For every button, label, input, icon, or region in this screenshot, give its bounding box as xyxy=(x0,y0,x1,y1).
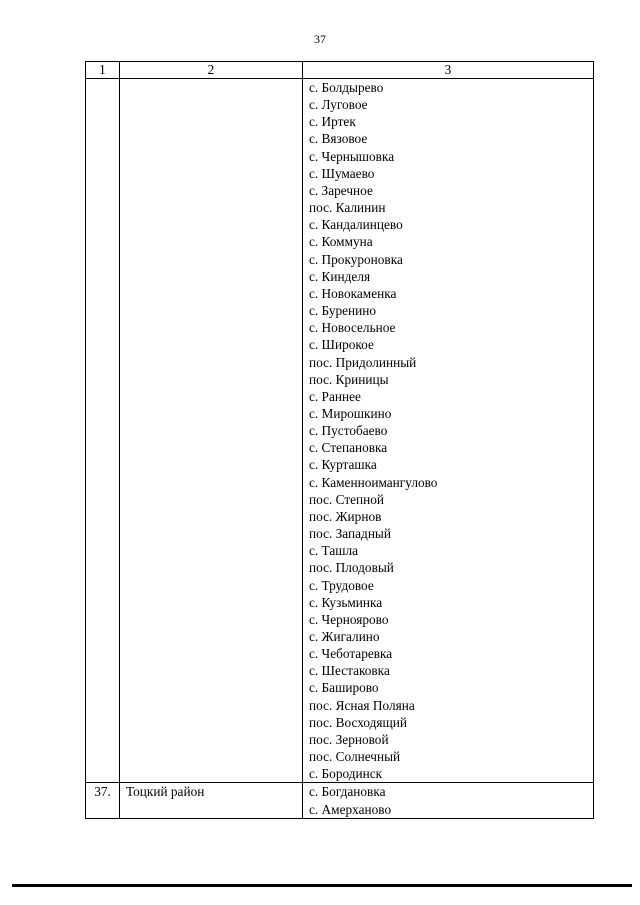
row-number-cell xyxy=(86,79,120,783)
settlement-item: с. Шестаковка xyxy=(309,663,390,679)
settlement-item: с. Шумаево xyxy=(309,165,375,181)
settlement-item: с. Пустобаево xyxy=(309,423,388,439)
settlement-item: пос. Зерновой xyxy=(309,731,389,747)
header-column-3: 3 xyxy=(303,62,594,79)
header-column-1: 1 xyxy=(86,62,120,79)
table-row xyxy=(86,79,594,783)
settlement-item: с. Черноярово xyxy=(309,611,389,627)
bottom-rule xyxy=(12,884,632,887)
settlement-item: с. Курташка xyxy=(309,457,377,473)
settlement-item: с. Буренино xyxy=(309,303,377,319)
page-number: 37 xyxy=(314,32,326,46)
settlement-item: с. Коммуна xyxy=(309,234,373,250)
settlement-item: с. Болдырево xyxy=(309,80,384,95)
settlement-item: с. Амерханово xyxy=(309,801,392,817)
district-cell xyxy=(120,79,303,783)
settlement-item: с. Кандалинцево xyxy=(309,217,403,233)
settlement-item: с. Жигалино xyxy=(309,629,380,644)
settlement-item: с. Луговое xyxy=(309,97,368,113)
header-column-2: 2 xyxy=(120,62,303,79)
settlement-item: пос. Жирнов xyxy=(309,508,382,524)
settlement-item: пос. Плодовый xyxy=(309,560,394,576)
settlement-item: с. Чеботаревка xyxy=(309,646,393,662)
settlement-item: с. Раннее xyxy=(309,388,361,404)
settlement-item: с. Мирошкино xyxy=(309,405,392,421)
table-body xyxy=(86,79,594,819)
settlement-item: с. Трудовое xyxy=(309,577,374,593)
settlement-item: пос. Западный xyxy=(309,526,391,542)
row-number-cell: 37. xyxy=(86,783,120,818)
settlement-item: пос. Криницы xyxy=(309,371,389,387)
settlement-item: с. Кинделя xyxy=(309,268,371,284)
settlement-item: с. Каменноимангулово xyxy=(309,474,438,490)
settlements-cell xyxy=(303,79,594,783)
settlement-item: пос. Ясная Поляна xyxy=(309,697,415,713)
settlement-item: с. Кузьминка xyxy=(309,594,383,610)
table-header xyxy=(86,62,594,79)
header-row xyxy=(86,62,594,79)
settlements-cell xyxy=(303,783,594,818)
settlement-item: с. Заречное xyxy=(309,182,373,198)
settlement-item: с. Прокуроновка xyxy=(309,251,403,267)
settlement-item: с. Чернышовка xyxy=(309,148,395,164)
settlement-item: с. Баширово xyxy=(309,680,379,696)
settlement-item: с. Степановка xyxy=(309,440,388,456)
settlement-item: с. Бородинск xyxy=(309,766,383,782)
district-cell: Тоцкий район xyxy=(120,783,303,818)
table-row xyxy=(86,783,594,818)
settlement-item: пос. Солнечный xyxy=(309,749,401,765)
settlement-item: с. Новосельное xyxy=(309,320,396,336)
settlement-item: с. Новокаменка xyxy=(309,285,397,301)
settlement-item: пос. Степной xyxy=(309,491,385,507)
settlement-item: с. Ташла xyxy=(309,543,359,559)
settlement-item: с. Вязовое xyxy=(309,131,368,147)
settlement-item: с. Широкое xyxy=(309,337,374,353)
settlement-item: пос. Восходящий xyxy=(309,714,407,730)
settlement-item: пос. Калинин xyxy=(309,200,386,216)
settlement-item: с. Иртек xyxy=(309,114,356,130)
settlement-item: пос. Придолинный xyxy=(309,354,417,370)
settlements-table xyxy=(85,61,594,819)
settlement-item: с. Богдановка xyxy=(309,784,386,800)
